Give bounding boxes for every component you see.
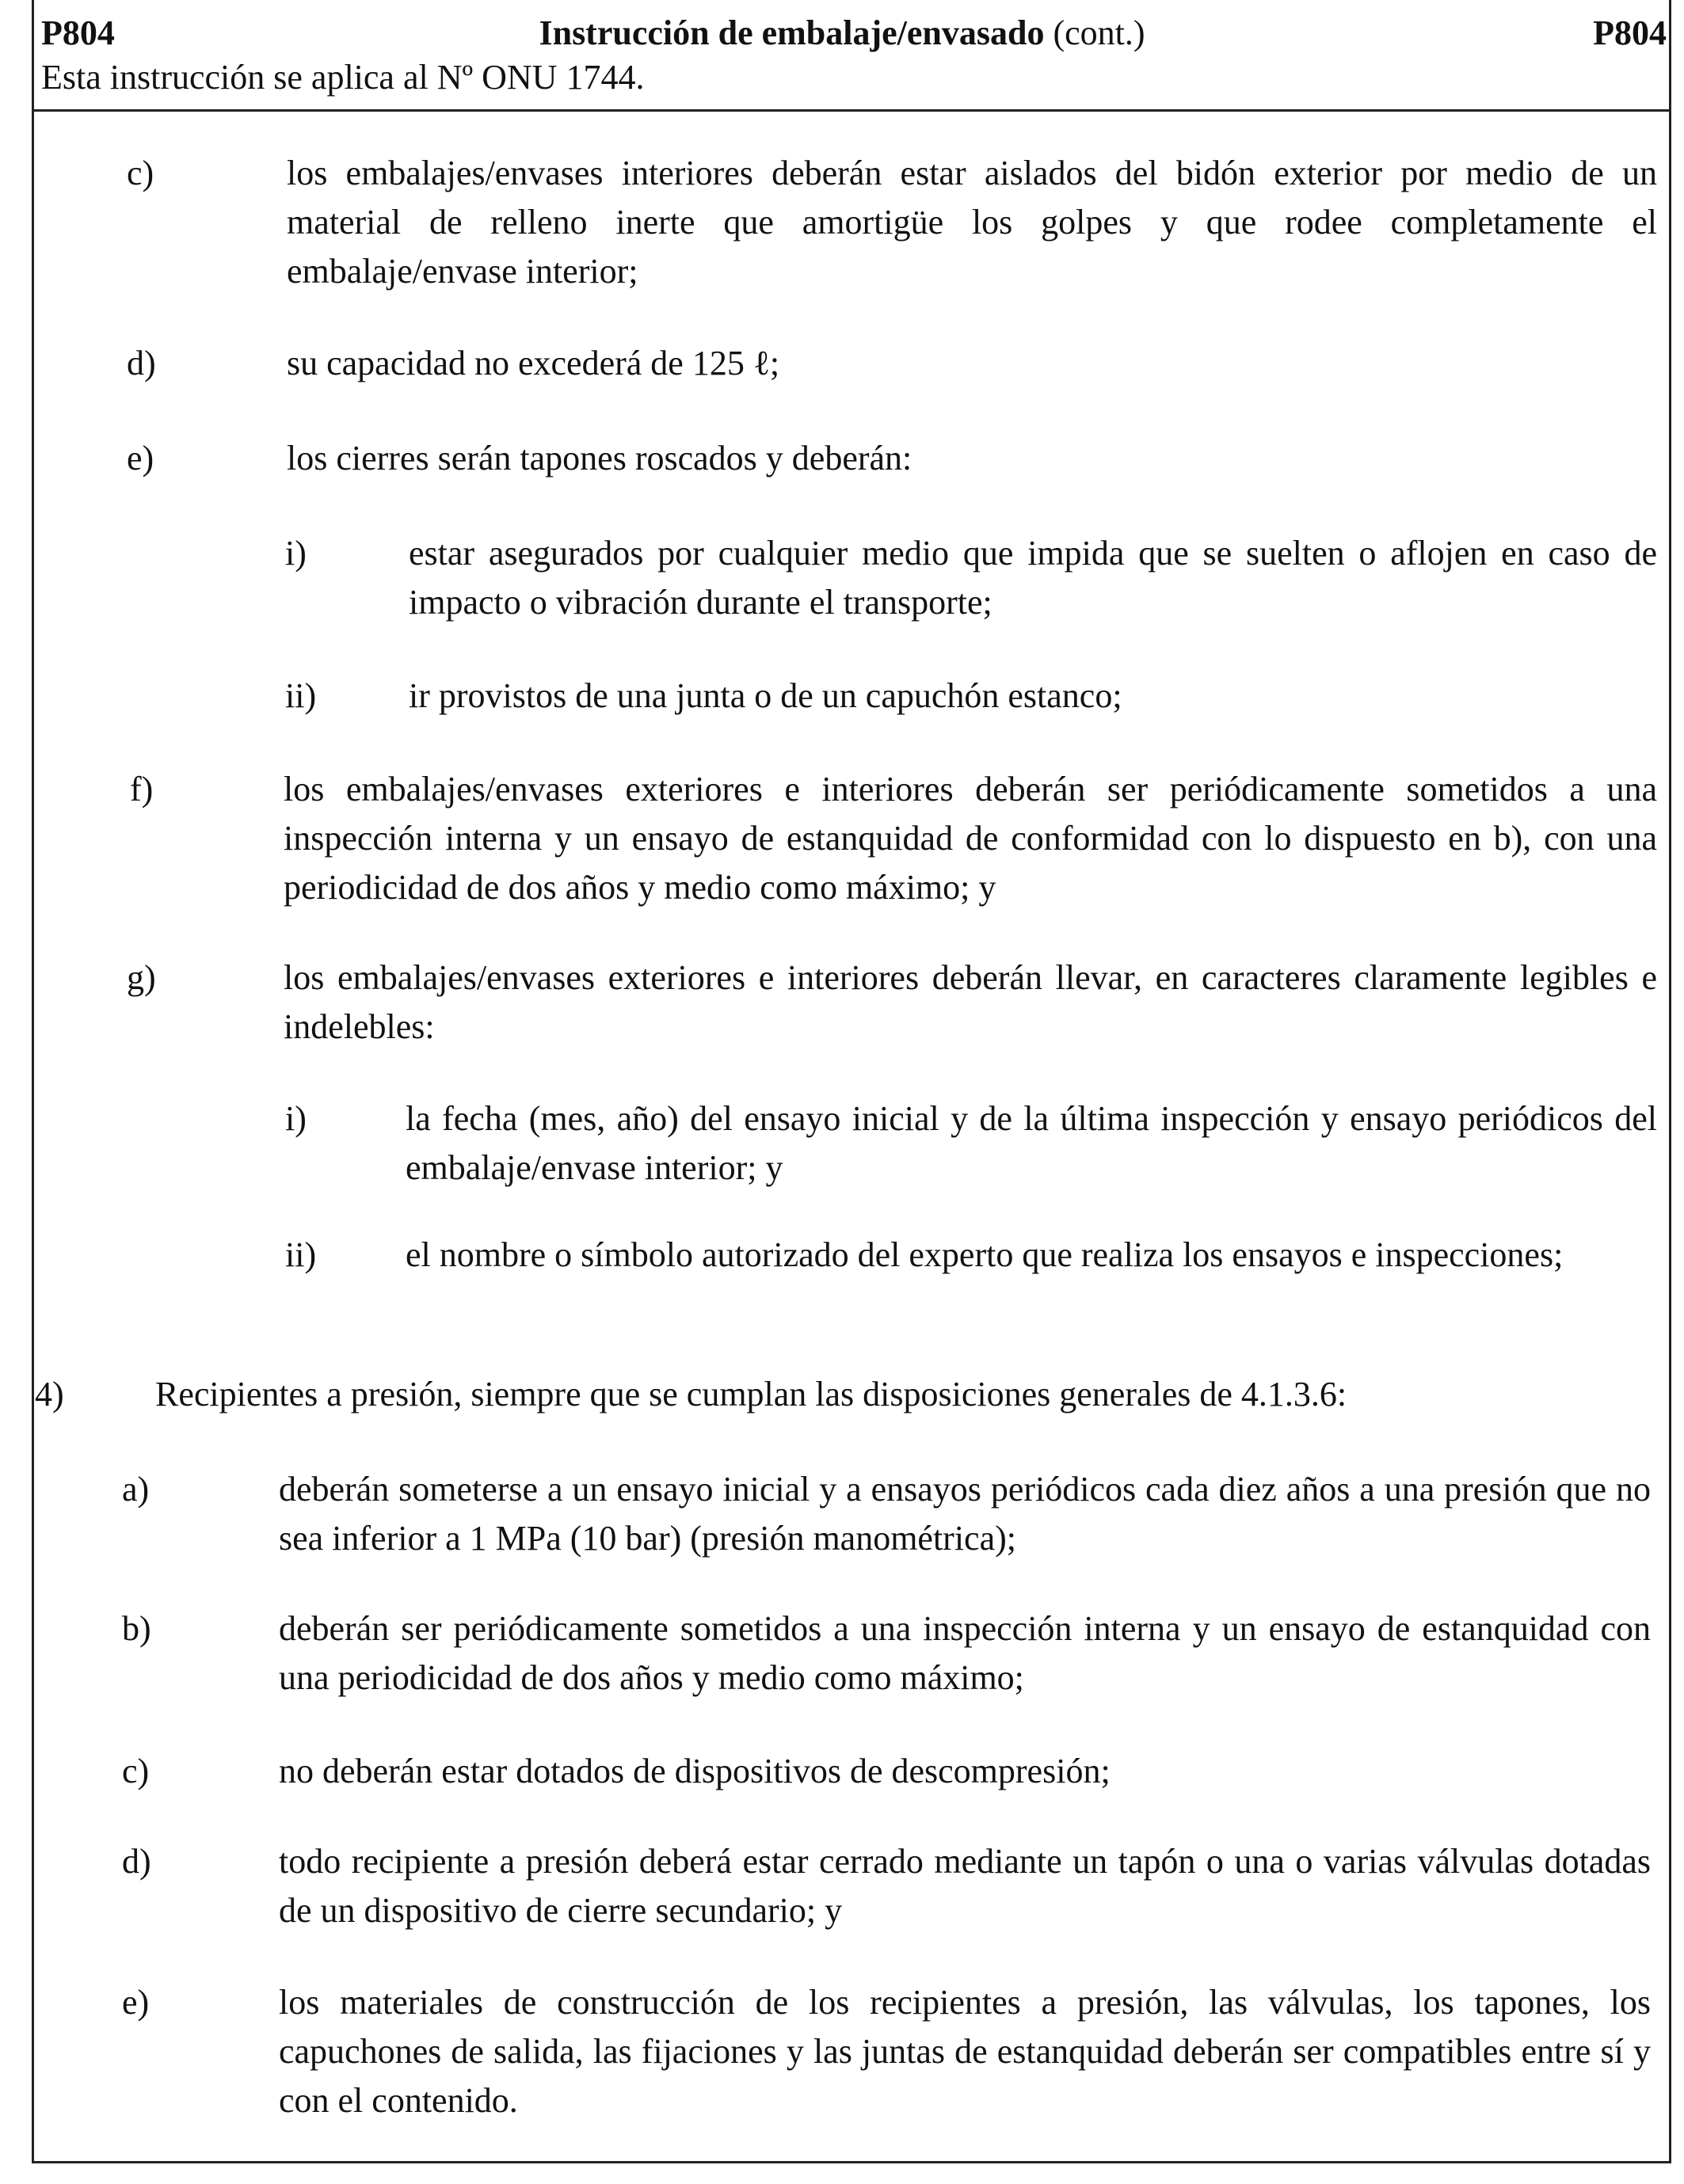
item-marker: ii): [285, 1235, 317, 1274]
instruction-title: [0, 11, 1684, 55]
list-item: no deberán estar dotados de dispositivos de descompresión;: [279, 1752, 1111, 1790]
item-marker: a): [122, 1470, 150, 1509]
list-item: los materiales de construcción de los recipientes a presión, las válvulas, los tapones, los capuchones de salida, las fijaciones y las juntas de estanquidad deberán ser compatibles entre sí y con el contenido.: [279, 1983, 1651, 2120]
instruction-code-right: P804: [1593, 13, 1667, 52]
item-marker: d): [122, 1842, 151, 1881]
list-item: estar asegurados por cualquier medio que impida que se suelten o aflojen en caso de impacto o vibración durante el transporte;: [409, 534, 1657, 622]
list-item: los cierres serán tapones roscados y deberán:: [287, 439, 912, 478]
item-marker: ii): [285, 676, 317, 715]
item-marker: g): [127, 958, 156, 997]
item-marker: e): [122, 1983, 150, 2022]
item-marker: d): [127, 344, 156, 382]
list-item: su capacidad no excederá de 125 ℓ;: [287, 344, 780, 382]
list-item: el nombre o símbolo autorizado del experto que realiza los ensayos e inspecciones;: [406, 1235, 1564, 1274]
item-marker: c): [122, 1752, 150, 1790]
item-marker: b): [122, 1609, 151, 1648]
item-marker: i): [285, 1099, 307, 1138]
item-marker: f): [130, 770, 154, 809]
item-marker: e): [127, 439, 154, 478]
header-divider: [32, 109, 1671, 112]
instruction-title-main: Instrucción de embalaje/envasado: [539, 13, 1045, 52]
instruction-title-suffix: (cont.): [1044, 13, 1145, 52]
list-item: los embalajes/envases interiores deberán estar aislados del bidón exterior por medio de un material de relleno inerte que amortigüe los golpes y que rodee completamente el embalaje/envase interior;: [287, 154, 1657, 291]
item-marker: c): [127, 154, 154, 192]
list-item: ir provistos de una junta o de un capuchón estanco;: [409, 676, 1122, 715]
list-item: deberán someterse a un ensayo inicial y a ensayos periódicos cada diez años a una presión que no sea inferior a 1 MPa (10 bar) (presión manométrica);: [279, 1470, 1651, 1558]
list-item: los embalajes/envases exteriores e interiores deberán llevar, en caracteres claramente legibles e indelebles:: [284, 958, 1657, 1046]
applies-to-line: Esta instrucción se aplica al Nº ONU 1744.: [41, 58, 645, 97]
section-marker: 4): [35, 1375, 64, 1414]
list-item: los embalajes/envases exteriores e interiores deberán ser periódicamente sometidos a una inspección interna y un ensayo de estanquidad de conformidad con lo dispuesto en b), con una periodicidad de dos años y medio como máximo; y: [284, 770, 1657, 907]
section-heading: Recipientes a presión, siempre que se cumplan las disposiciones generales de 4.1.3.6:: [155, 1375, 1347, 1414]
list-item: deberán ser periódicamente sometidos a una inspección interna y un ensayo de estanquidad con una periodicidad de dos años y medio como máximo;: [279, 1609, 1651, 1697]
list-item: la fecha (mes, año) del ensayo inicial y de la última inspección y ensayo periódicos del embalaje/envase interior; y: [406, 1099, 1657, 1187]
item-marker: i): [285, 534, 307, 573]
list-item: todo recipiente a presión deberá estar cerrado mediante un tapón o una o varias válvulas dotadas de un dispositivo de cierre secundario; y: [279, 1842, 1651, 1930]
instruction-code-left: P804: [41, 13, 115, 52]
